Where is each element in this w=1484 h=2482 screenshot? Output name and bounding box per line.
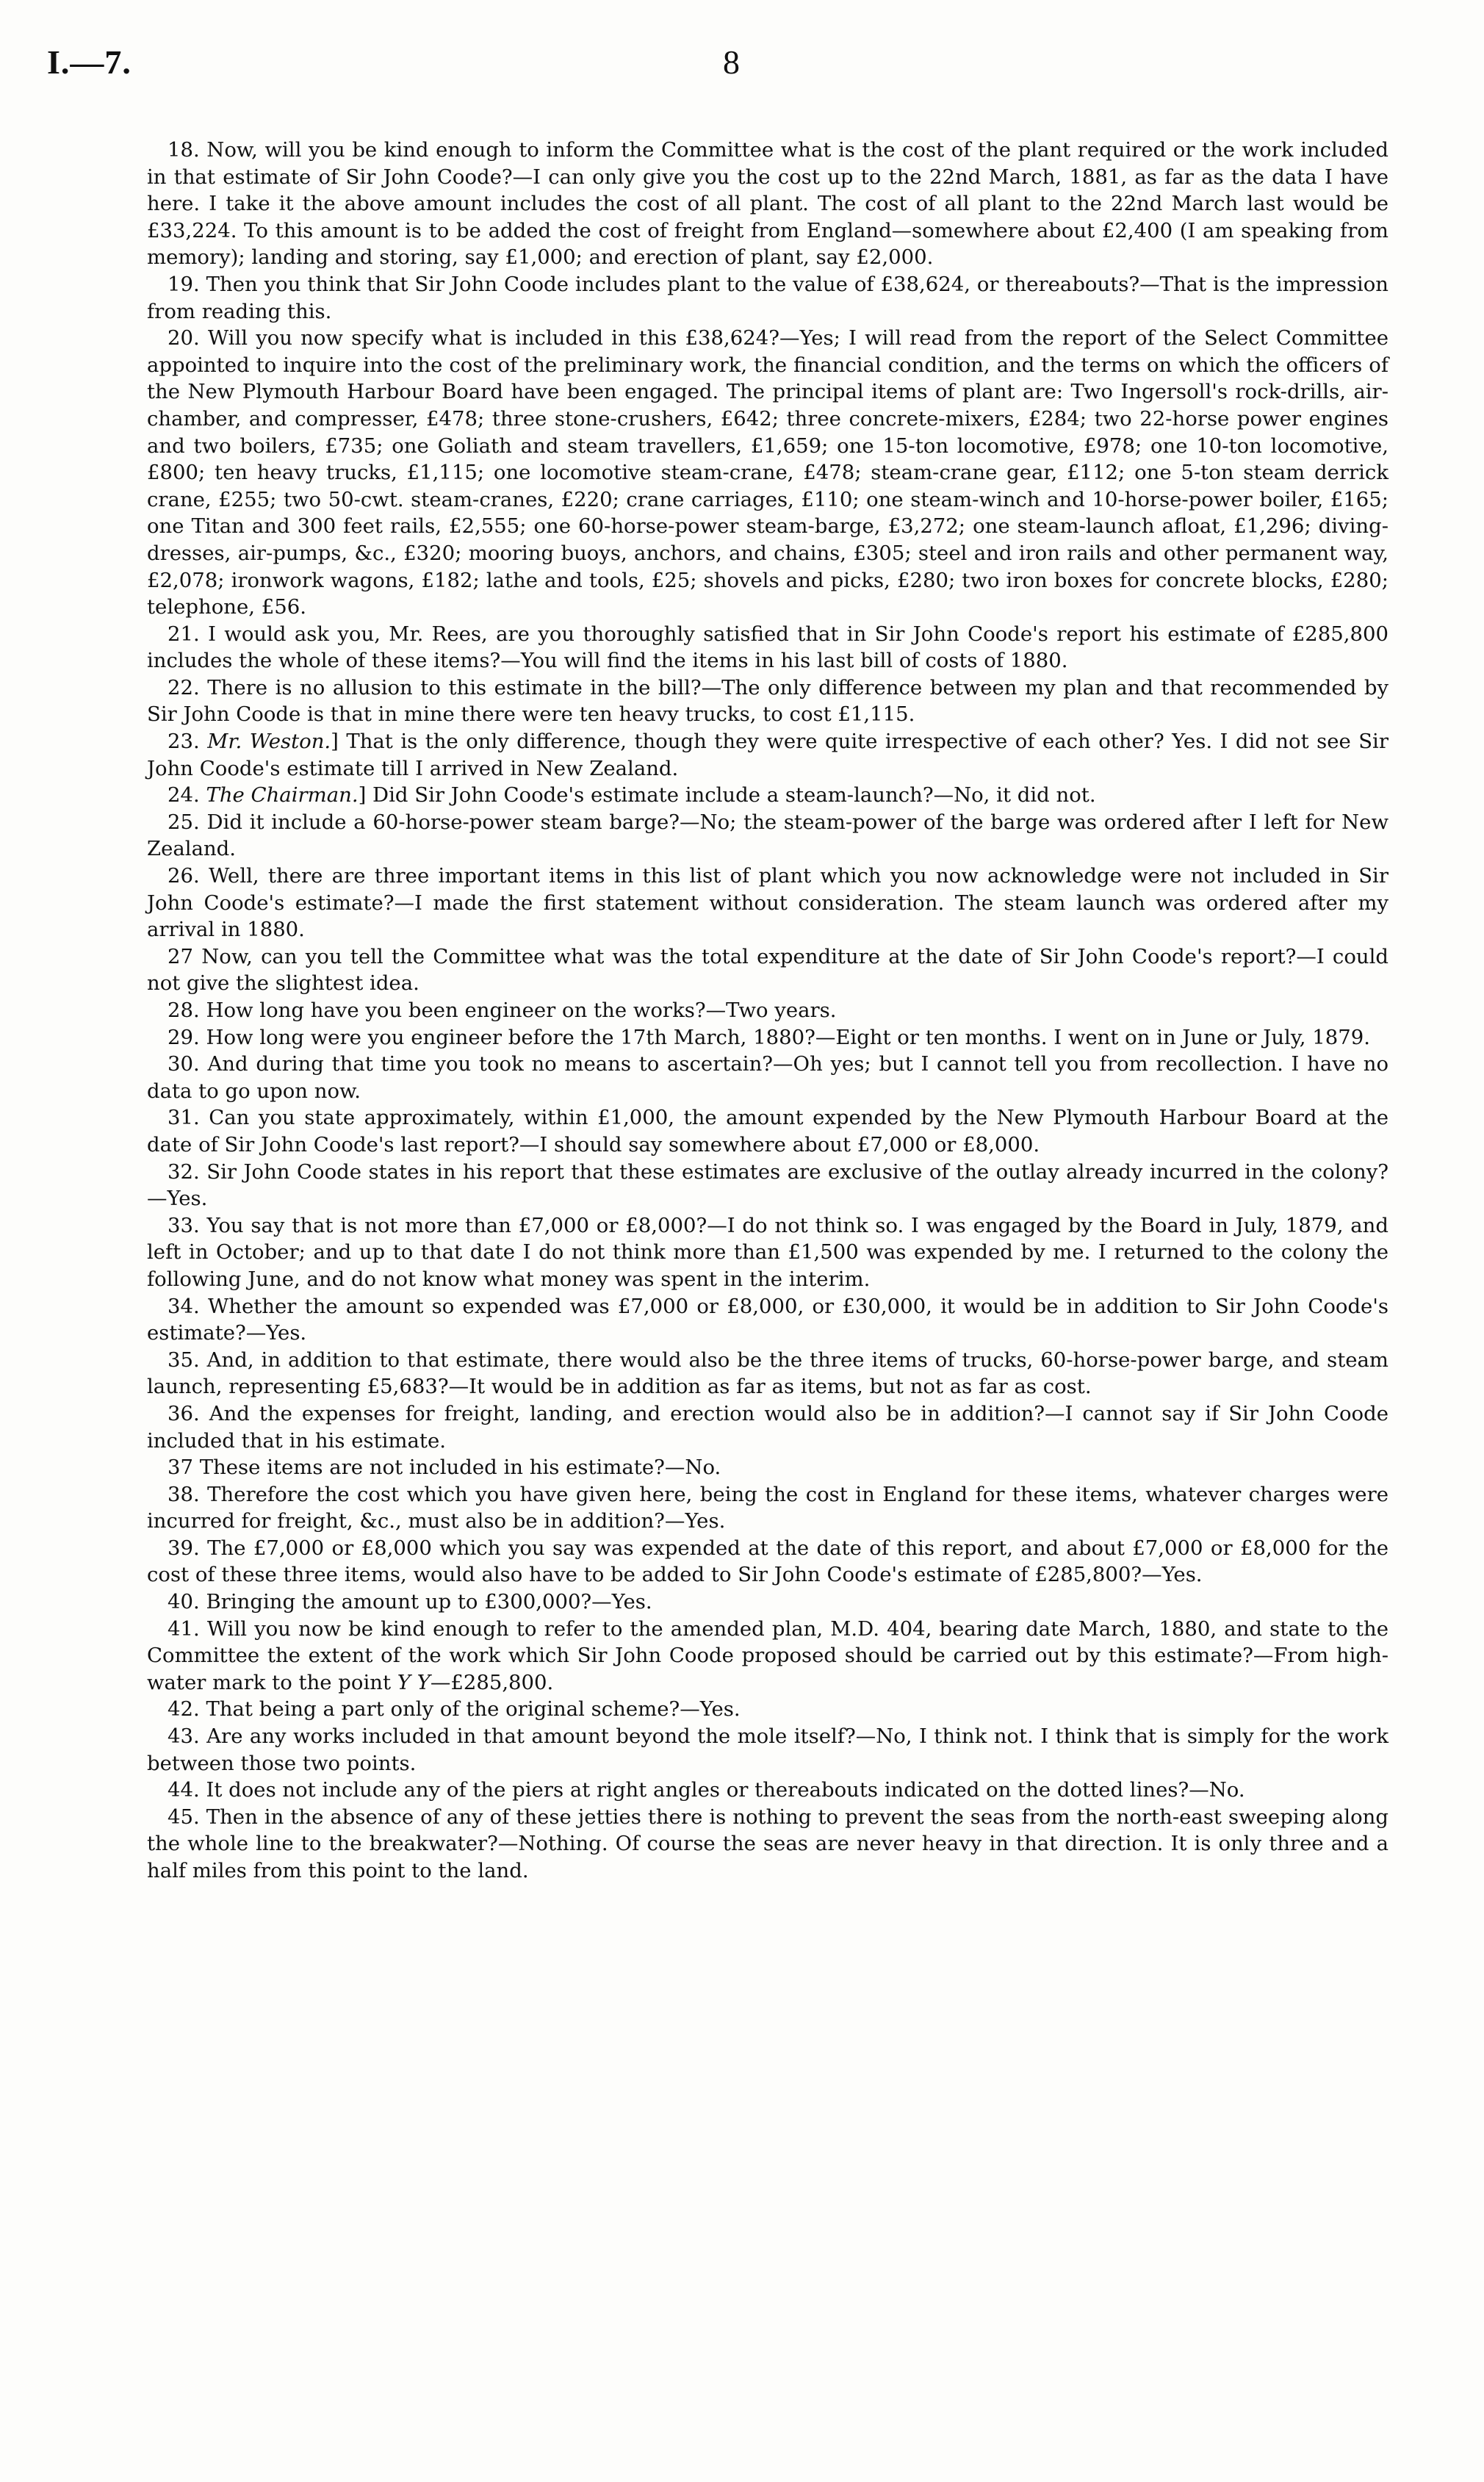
- question-44: 44. It does not include any of the piers at right angles or thereabouts indicated on the dotted lines?—No.: [168, 1778, 1245, 1802]
- question-42: 42. That being a part only of the original scheme?—Yes.: [168, 1697, 741, 1722]
- question-30: 30. And during that time you took no means to ascertain?—Oh yes; but I cannot tell you from recollection. I have no data to go upon now.: [147, 1052, 1388, 1103]
- speaker-name: Mr. Weston.: [207, 730, 331, 754]
- page-number: 8: [723, 43, 740, 81]
- question-38: 38. Therefore the cost which you have given here, being the cost in England for these items, whatever charges were incurred for freight, &c., must also be in addition?—Yes.: [147, 1482, 1388, 1533]
- question-35: 35. And, in addition to that estimate, there would also be the three items of trucks, 60-horse-power barge, and steam launch, representing £5,683?—It would be in addition as far as items, but not as far as cost.: [147, 1348, 1388, 1399]
- question-36: 36. And the expenses for freight, landing, and erection would also be in addition?—I cannot say if Sir John Coode included that in his estimate.: [147, 1401, 1388, 1453]
- question-32: 32. Sir John Coode states in his report that these estimates are exclusive of the outlay already incurred in the colony?—Yes.: [147, 1159, 1388, 1211]
- question-22: 22. There is no allusion to this estimate in the bill?—The only difference between my plan and that recommended by Sir John Coode is that in mine there were ten heavy trucks, to cost £1,115.: [147, 675, 1388, 727]
- page-header: [47, 43, 1399, 87]
- question-39: 39. The £7,000 or £8,000 which you say was expended at the date of this report, and about £7,000 or £8,000 for the cost of these three items, would also have to be added to Sir John Coode's estimate of £285,800?—Yes.: [147, 1536, 1388, 1587]
- question-31: 31. Can you state approximately, within £1,000, the amount expended by the New Plymouth Harbour Board at the date of Sir John Coode's last report?—I should say somewhere about £7,000 or £8,000.: [147, 1106, 1388, 1157]
- question-19: 19. Then you think that Sir John Coode includes plant to the value of £38,624, or thereabouts?—That is the impression from reading this.: [147, 272, 1388, 323]
- question-43: 43. Are any works included in that amount beyond the mole itself?—No, I think not. I think that is simply for the work between those two points.: [147, 1724, 1388, 1775]
- question-29: 29. How long were you engineer before the 17th March, 1880?—Eight or ten months. I went on in June or July, 1879.: [168, 1025, 1370, 1049]
- question-45: 45. Then in the absence of any of these jetties there is nothing to prevent the seas from the north-east sweeping along the whole line to the breakwater?—Nothing. Of course the seas are never heavy in that direction. It is only three and a half miles from this point to the land.: [147, 1805, 1388, 1882]
- question-28: 28. How long have you been engineer on the works?—Two years.: [168, 999, 837, 1022]
- question-26: 26. Well, there are three important items in this list of plant which you now acknowledge were not included in Sir John Coode's estimate?—I made the first statement without consideration. The steam launch was ordered after my arrival in 1880.: [147, 864, 1388, 942]
- document-reference: I.—7.: [47, 43, 132, 81]
- question-18: 18. Now, will you be kind enough to inform the Committee what is the cost of the plant required or the work included in that estimate of Sir John Coode?—I can only give you the cost up to the 22nd March, 1881, as far as the data I have here. I take it the above amount includes the cost of all plant. The cost of all plant to the 22nd March last would be £33,224. To this amount is to be added the cost of freight from England—somewhere about £2,400 (I am speaking from memory); landing and storing, say £1,000; and erection of plant, say £2,000.: [147, 138, 1388, 270]
- question-34: 34. Whether the amount so expended was £7,000 or £8,000, or £30,000, it would be in addition to Sir John Coode's estimate?—Yes.: [147, 1294, 1388, 1345]
- question-41: 41. Will you now be kind enough to refer to the amended plan, M.D. 404, bearing date March, 1880, and state to the Committee the extent of the work which Sir John Coode proposed should be carried out by this estimate?—From high-water mark to the point Y Y—£285,800.: [147, 1616, 1388, 1694]
- question-23: 23. Mr. Weston.] That is the only difference, though they were quite irrespective of each other? Yes. I did not see Sir John Coode's estimate till I arrived in New Zealand.: [147, 730, 1388, 780]
- question-27: 27 Now, can you tell the Committee what was the total expenditure at the date of Sir John Coode's report?—I could not give the slightest idea.: [147, 944, 1388, 996]
- question-21: 21. I would ask you, Mr. Rees, are you thoroughly satisfied that in Sir John Coode's report his estimate of £285,800 includes the whole of these items?—You will find the items in his last bill of costs of 1880.: [147, 622, 1388, 673]
- speaker-name: The Chairman.: [206, 783, 359, 807]
- question-24: 24. The Chairman.] Did Sir John Coode's estimate include a steam-launch?—No, it did not.: [168, 783, 1096, 807]
- question-33: 33. You say that is not more than £7,000 or £8,000?—I do not think so. I was engaged by the Board in July, 1879, and left in October; and up to that date I do not think more than £1,500 was expended by me. I returned to the colony the following June, and do not know what money was spent in the interim.: [147, 1213, 1388, 1291]
- question-37: 37 These items are not included in his estimate?—No.: [168, 1456, 721, 1480]
- question-25: 25. Did it include a 60-horse-power steam barge?—No; the steam-power of the barge was ordered after I left for New Zealand.: [147, 810, 1388, 861]
- question-20: 20. Will you now specify what is included in this £38,624?—Yes; I will read from the report of the Select Committee appointed to inquire into the cost of the preliminary work, the financial condition, and the terms on which the officers of the New Plymouth Harbour Board have been engaged. The principal items of plant are: Two Ingersoll's rock-drills, air-chamber, and compresser, £478; three stone-crushers, £642; three concrete-mixers, £284; two 22-horse power engines and two boilers, £735; one Goliath and steam travellers, £1,659; one 15-ton locomotive, £978; one 10-ton locomotive, £800; ten heavy trucks, £1,115; one locomotive steam-crane, £478; steam-crane gear, £112; one 5-ton steam derrick crane, £255; two 50-cwt. steam-cranes, £220; crane carriages, £110; one steam-winch and 10-horse-power boiler, £165; one Titan and 300 feet rails, £2,555; one 60-horse-power steam-barge, £3,272; one steam-launch afloat, £1,296; diving-dresses, air-pumps, &c., £320; mooring buoys, anchors, and chains, £305; steel and iron rails and other permanent way, £2,078; ironwork wagons, £182; lathe and tools, £25; shovels and picks, £280; two iron boxes for concrete blocks, £280; telephone, £56.: [147, 326, 1388, 619]
- document-body: [147, 137, 1388, 1885]
- question-40: 40. Bringing the amount up to £300,000?—Yes.: [168, 1590, 652, 1614]
- plan-point-label: Y Y: [397, 1670, 431, 1694]
